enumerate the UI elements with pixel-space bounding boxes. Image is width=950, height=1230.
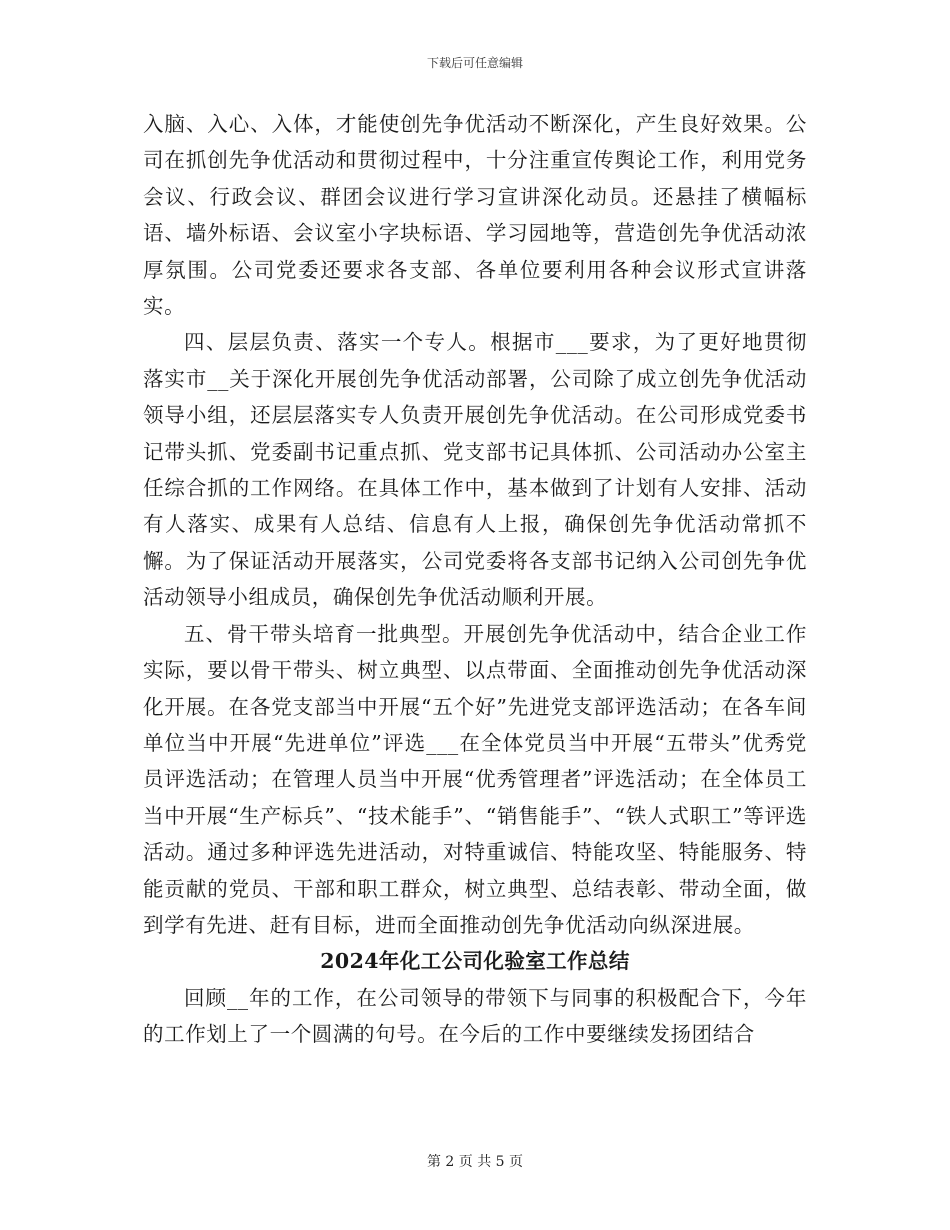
page-footer: 第 2 页 共 5 页 [426, 1154, 524, 1170]
paragraph-summary-intro: 回顾__年的工作，在公司领导的带领下与同事的积极配合下，今年的工作划上了一个圆满的句号。在今后的工作中要继续发扬团结合 [143, 985, 807, 1047]
paragraph-section-five: 五、骨干带头培育一批典型。开展创先争优活动中，结合企业工作实际，要以骨干带头、树立典型、以点带面、全面推动创先争优活动深化开展。在各党支部当中开展“五个好”先进党支部评选活动；在各车间单位当中开展“先进单位”评选___在全体党员当中开展“五带头”优秀党员评选活动；在管理人员当中开展“优秀管理者”评选活动；在全体员工当中开展“生产标兵”、“技术能手”、“销售能手”、“铁人式职工”等评选活动。通过多种评选先进活动，对特重诚信、特能攻坚、特能服务、特能贡献的党员、干部和职工群众，树立典型、总结表彰、带动全面，做到学有先进、赶有目标，进而全面推动创先争优活动向纵深进展。 [143, 621, 807, 937]
page-header: 下载后可任意编辑 [426, 56, 523, 70]
section-title: 2024年化工公司化验室工作总结 [320, 949, 630, 974]
paragraph-continuation: 入脑、入心、入体，才能使创先争优活动不断深化，产生良好效果。公司在抓创先争优活动和贯彻过程中，十分注重宣传舆论工作，利用党务会议、行政会议、群团会议进行学习宣讲深化动员。还悬挂了横幅标语、墙外标语、会议室小字块标语、学习园地等，营造创先争优活动浓厚氛围。公司党委还要求各支部、各单位要利用各种会议形式宣讲落实。 [143, 112, 807, 319]
document-body [143, 106, 807, 1053]
paragraph-section-four: 四、层层负责、落实一个专人。根据市___要求，为了更好地贯彻落实市__关于深化开展创先争优活动部署，公司除了成立创先争优活动领导小组，还层层落实专人负责开展创先争优活动。在公司形成党委书记带头抓、党委副书记重点抓、党支部书记具体抓、公司活动办公室主任综合抓的工作网络。在具体工作中，基本做到了计划有人安排、活动有人落实、成果有人总结、信息有人上报，确保创先争优活动常抓不懈。为了保证活动开展落实，公司党委将各支部书记纳入公司创先争优活动领导小组成员，确保创先争优活动顺利开展。 [143, 330, 807, 610]
